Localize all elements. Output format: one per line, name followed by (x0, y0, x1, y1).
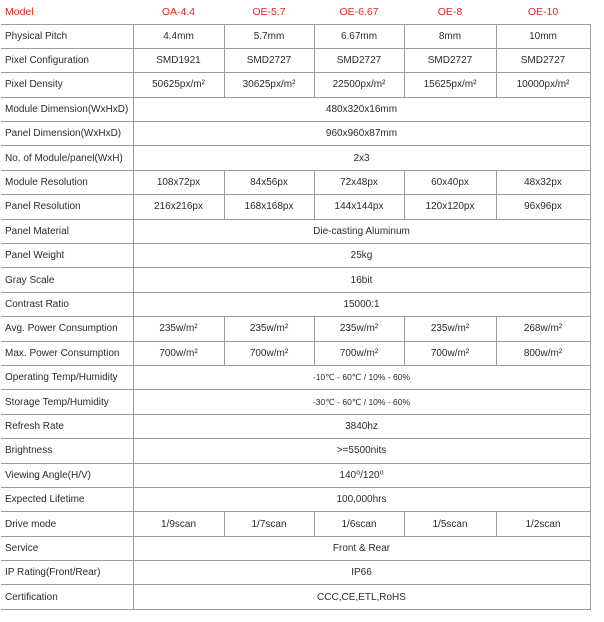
row-value: 1/7scan (224, 512, 314, 536)
row-value: 4.4mm (133, 24, 224, 48)
row-value-merged: 960x960x87mm (133, 122, 590, 146)
header-row (1, 0, 590, 24)
spec-table-body (1, 24, 590, 609)
row-value: 6.67mm (314, 24, 404, 48)
row-value-merged: 100,000hrs (133, 487, 590, 511)
table-row (1, 170, 590, 194)
row-label: Panel Dimension(WxHxD) (1, 122, 133, 146)
row-value: 10000px/m² (496, 73, 590, 97)
row-value: 235w/m² (224, 317, 314, 341)
row-value: 22500px/m² (314, 73, 404, 97)
row-label: Avg. Power Consumption (1, 317, 133, 341)
table-row (1, 73, 590, 97)
row-value: 10mm (496, 24, 590, 48)
header-model-oe-8: OE-8 (437, 5, 463, 18)
row-value: 700w/m² (314, 341, 404, 365)
row-value-merged: 480x320x16mm (133, 97, 590, 121)
row-label: Panel Weight (1, 244, 133, 268)
row-label: Viewing Angle(H/V) (1, 463, 133, 487)
table-row (1, 24, 590, 48)
table-row (1, 317, 590, 341)
row-label: Pixel Configuration (1, 48, 133, 72)
row-value: 1/2scan (496, 512, 590, 536)
header-model-oa-4-4: OA-4.4 (161, 5, 196, 18)
table-row (1, 195, 590, 219)
row-value: SMD2727 (224, 48, 314, 72)
row-value-merged: IP66 (133, 561, 590, 585)
row-value: 15625px/m² (404, 73, 496, 97)
row-value: 1/9scan (133, 512, 224, 536)
table-row (1, 268, 590, 292)
row-value: 84x56px (224, 170, 314, 194)
row-label: Service (1, 536, 133, 560)
row-label: Refresh Rate (1, 414, 133, 438)
row-value: 1/5scan (404, 512, 496, 536)
row-label: Brightness (1, 439, 133, 463)
row-value-merged: 15000:1 (133, 292, 590, 316)
table-row (1, 414, 590, 438)
row-value: 700w/m² (404, 341, 496, 365)
row-value: 120x120px (404, 195, 496, 219)
row-label: Contrast Ratio (1, 292, 133, 316)
table-row (1, 536, 590, 560)
table-row (1, 365, 590, 389)
row-label: Max. Power Consumption (1, 341, 133, 365)
row-label: Panel Material (1, 219, 133, 243)
row-value: SMD2727 (404, 48, 496, 72)
row-value-merged: >=5500nits (133, 439, 590, 463)
row-value: 96x96px (496, 195, 590, 219)
spec-table (1, 0, 591, 610)
row-value: 48x32px (496, 170, 590, 194)
row-value: 700w/m² (133, 341, 224, 365)
row-value-merged: 140⁰/120⁰ (133, 463, 590, 487)
row-value: 268w/m² (496, 317, 590, 341)
row-value: 216x216px (133, 195, 224, 219)
table-row (1, 292, 590, 316)
row-value-merged: 2x3 (133, 146, 590, 170)
table-row (1, 48, 590, 72)
row-value-merged: Front & Rear (133, 536, 590, 560)
row-label: Operating Temp/Humidity (1, 365, 133, 389)
row-value-merged: 16bit (133, 268, 590, 292)
row-value: 235w/m² (314, 317, 404, 341)
row-label: Storage Temp/Humidity (1, 390, 133, 414)
row-value: SMD2727 (496, 48, 590, 72)
table-row (1, 585, 590, 609)
row-value: 235w/m² (133, 317, 224, 341)
table-row (1, 487, 590, 511)
row-value: 50625px/m² (133, 73, 224, 97)
row-value: 5.7mm (224, 24, 314, 48)
row-label: Certification (1, 585, 133, 609)
header-model-oe-10: OE-10 (527, 5, 559, 18)
row-label: IP Rating(Front/Rear) (1, 561, 133, 585)
header-model-oe-5-7: OE-5.7 (252, 5, 286, 18)
row-value-merged: -10℃ - 60℃ / 10% - 60% (133, 365, 590, 389)
row-value: SMD1921 (133, 48, 224, 72)
row-value: 144x144px (314, 195, 404, 219)
table-row (1, 122, 590, 146)
row-value: 8mm (404, 24, 496, 48)
row-value: 235w/m² (404, 317, 496, 341)
row-label: Pixel Density (1, 73, 133, 97)
table-row (1, 390, 590, 414)
row-value-merged: -30℃ - 60℃ / 10% - 60% (133, 390, 590, 414)
row-value: 60x40px (404, 170, 496, 194)
row-label: No. of Module/panel(WxH) (1, 146, 133, 170)
row-label: Expected Lifetime (1, 487, 133, 511)
row-value: SMD2727 (314, 48, 404, 72)
row-value: 1/6scan (314, 512, 404, 536)
row-value-merged: CCC,CE,ETL,RoHS (133, 585, 590, 609)
table-row (1, 512, 590, 536)
row-value-merged: 3840hz (133, 414, 590, 438)
row-value: 30625px/m² (224, 73, 314, 97)
table-row (1, 219, 590, 243)
row-value-merged: Die-casting Aluminum (133, 219, 590, 243)
row-value-merged: 25kg (133, 244, 590, 268)
row-label: Drive mode (1, 512, 133, 536)
row-label: Panel Resolution (1, 195, 133, 219)
table-row (1, 341, 590, 365)
row-value: 168x168px (224, 195, 314, 219)
table-row (1, 463, 590, 487)
row-label: Module Resolution (1, 170, 133, 194)
row-label: Physical Pitch (1, 24, 133, 48)
row-value: 72x48px (314, 170, 404, 194)
row-value: 108x72px (133, 170, 224, 194)
header-model-oe-6-67: OE-6.67 (339, 5, 379, 18)
header-model-label: Model (5, 5, 34, 18)
row-value: 700w/m² (224, 341, 314, 365)
row-label: Module Dimension(WxHxD) (1, 97, 133, 121)
row-value: 800w/m² (496, 341, 590, 365)
table-row (1, 244, 590, 268)
table-row (1, 97, 590, 121)
table-row (1, 146, 590, 170)
table-row (1, 561, 590, 585)
table-row (1, 439, 590, 463)
row-label: Gray Scale (1, 268, 133, 292)
